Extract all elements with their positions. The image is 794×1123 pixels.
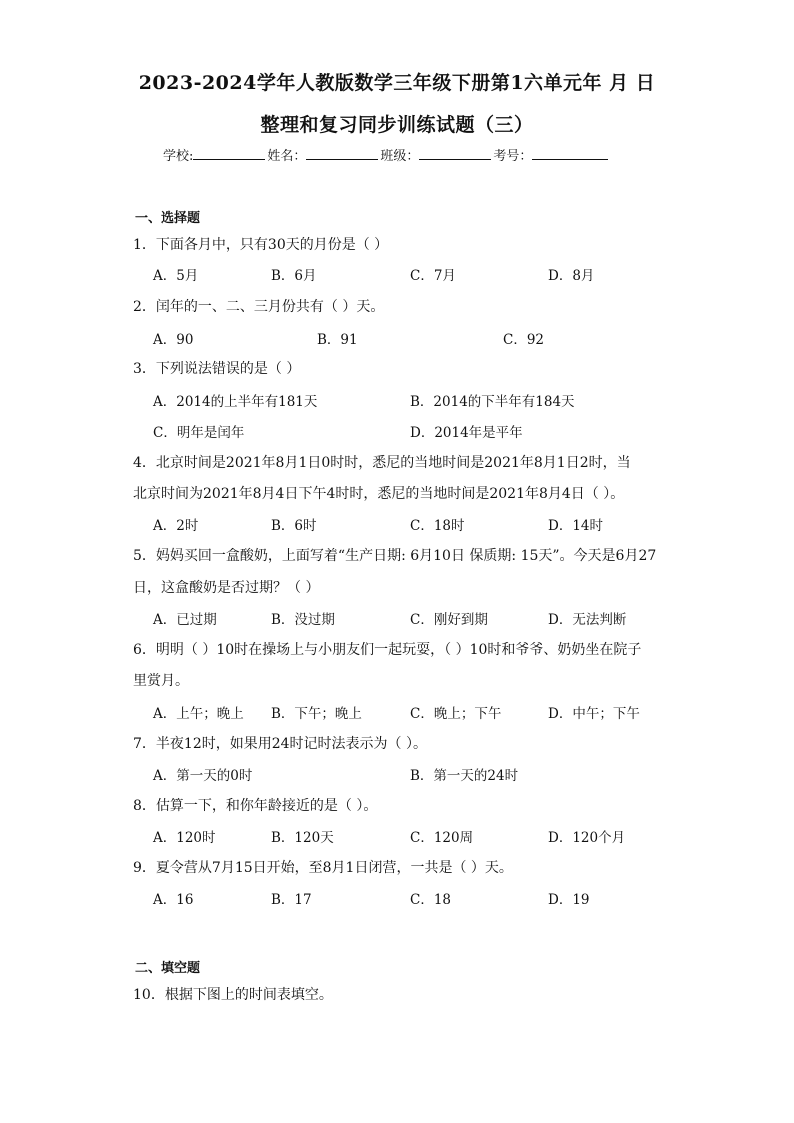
q8-option-d: D．120个月 xyxy=(548,830,626,846)
question-5-line-2: 日，这盒酸奶是否过期？（ ） xyxy=(133,580,320,596)
title-line-2: 整理和复习同步训练试题（三） xyxy=(260,114,534,136)
question-4: 4．北京时间是2021年8月1日0时时，悉尼的当地时间是2021年8月1日2时，当 xyxy=(133,455,631,471)
q9-option-b: B．17 xyxy=(271,892,312,908)
q2-option-b: B．91 xyxy=(317,332,358,348)
q6-option-b: B．下午；晚上 xyxy=(271,706,362,722)
question-2: 2．闰年的一、二、三月份共有（ ）天。 xyxy=(133,299,385,315)
q5-option-b: B．没过期 xyxy=(271,612,335,628)
class-blank xyxy=(419,147,491,160)
q2-option-a: A．90 xyxy=(153,332,194,348)
q4-option-d: D．14时 xyxy=(548,518,604,534)
question-3: 3．下列说法错误的是（ ） xyxy=(133,361,301,377)
question-6-line-2: 里赏月。 xyxy=(133,673,189,689)
title-line-1: 2023-2024学年人教版数学三年级下册第1六单元年 月 日 xyxy=(138,72,656,94)
q5-option-a: A．已过期 xyxy=(153,612,217,628)
q8-option-a: A．120时 xyxy=(153,830,216,846)
q7-option-b: B．第一天的24时 xyxy=(410,768,519,784)
school-blank xyxy=(193,147,265,160)
school-label: 学校: xyxy=(163,149,194,164)
question-10: 10．根据下图上的时间表填空。 xyxy=(133,987,333,1003)
q4-option-a: A．2时 xyxy=(153,518,199,534)
question-7: 7．半夜12时，如果用24时记时法表示为（ ）。 xyxy=(133,736,427,752)
exam-no-blank xyxy=(532,147,608,160)
section-fill: 二、填空题 xyxy=(135,961,201,976)
question-6: 6．明明（ ）10时在操场上与小朋友们一起玩耍，（ ）10时和爷爷、奶奶坐在院子 xyxy=(133,642,642,658)
exam-no-label: 考号： xyxy=(493,149,533,164)
q1-option-a: A．5月 xyxy=(153,268,199,284)
q9-option-c: C．18 xyxy=(410,892,452,908)
q5-option-c: C．刚好到期 xyxy=(410,612,488,628)
question-5: 5．妈妈买回一盒酸奶，上面写着“生产日期: 6月10日 保质期: 15天”。今天是6月27 xyxy=(133,548,657,564)
q1-option-d: D．8月 xyxy=(548,268,595,284)
q3-option-a: A．2014的上半年有181天 xyxy=(153,394,318,410)
name-label: 姓名： xyxy=(267,149,307,164)
q4-option-c: C．18时 xyxy=(410,518,465,534)
name-blank xyxy=(306,147,378,160)
q6-option-c: C．晚上；下午 xyxy=(410,706,502,722)
q4-option-b: B．6时 xyxy=(271,518,317,534)
question-1: 1．下面各月中，只有30天的月份是（ ） xyxy=(133,237,389,253)
q3-option-c: C．明年是闰年 xyxy=(153,425,245,441)
q1-option-c: C．7月 xyxy=(410,268,456,284)
q8-option-b: B．120天 xyxy=(271,830,334,846)
student-info-row xyxy=(163,145,610,164)
q6-option-a: A．上午；晚上 xyxy=(153,706,244,722)
q6-option-d: D．中午；下午 xyxy=(548,706,640,722)
question-4-line-2: 北京时间为2021年8月4日下午4时时，悉尼的当地时间是2021年8月4日（ ）。 xyxy=(133,486,625,502)
section-choice: 一、选择题 xyxy=(135,211,201,226)
q3-option-d: D．2014年是平年 xyxy=(410,425,523,441)
q8-option-c: C．120周 xyxy=(410,830,474,846)
q7-option-a: A．第一天的0时 xyxy=(153,768,253,784)
q3-option-b: B．2014的下半年有184天 xyxy=(410,394,575,410)
q5-option-d: D．无法判断 xyxy=(548,612,627,628)
question-8: 8．估算一下，和你年龄接近的是（ ）。 xyxy=(133,798,378,814)
q1-option-b: B．6月 xyxy=(271,268,317,284)
q9-option-d: D．19 xyxy=(548,892,590,908)
class-label: 班级： xyxy=(380,149,420,164)
question-9: 9．夏令营从7月15日开始，至8月1日闭营，一共是（ ）天。 xyxy=(133,860,513,876)
q2-option-c: C．92 xyxy=(503,332,545,348)
q9-option-a: A．16 xyxy=(153,892,194,908)
